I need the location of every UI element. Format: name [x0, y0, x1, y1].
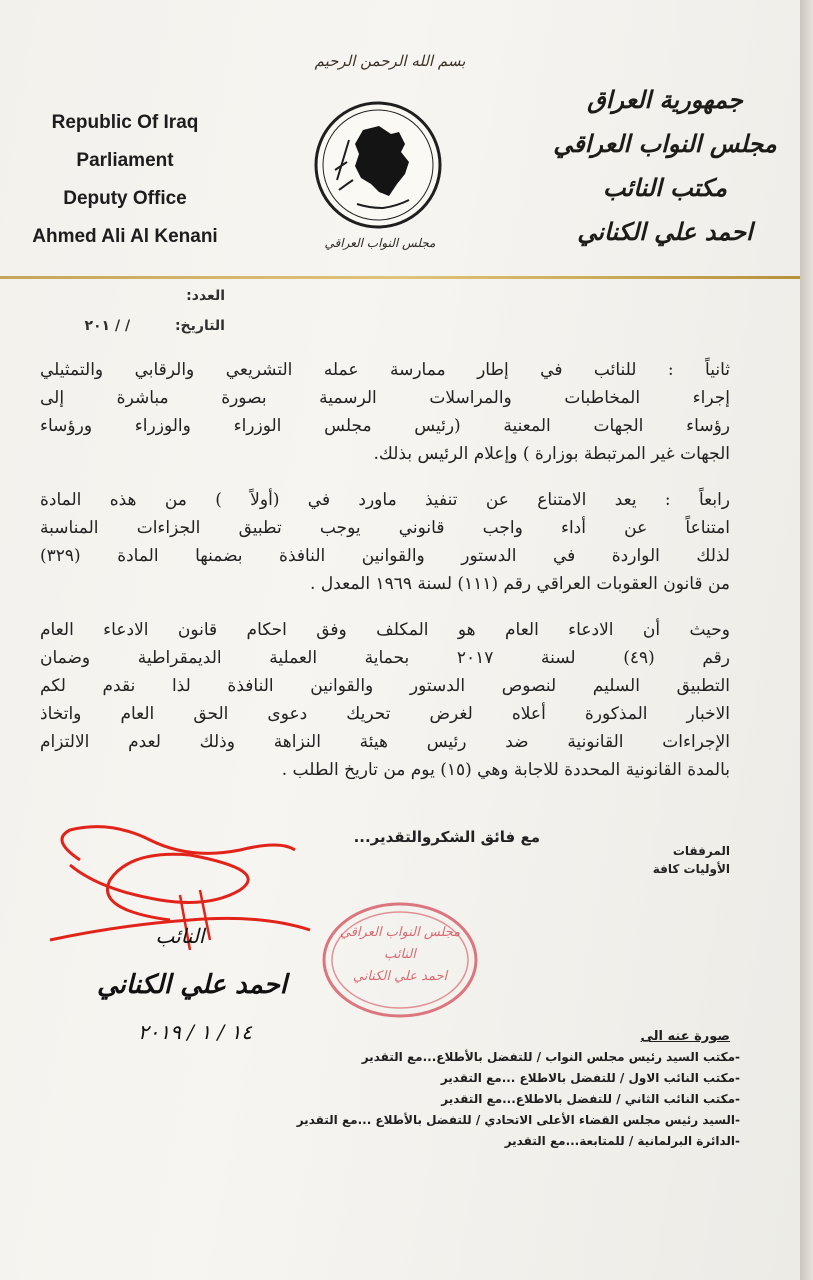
- date-value: / / ٢٠١: [84, 318, 131, 334]
- copy-to-item: -مكتب النائب الاول / للتفضل بالاطلاع ...مع التقدير: [440, 1071, 740, 1085]
- paragraph-request: [40, 616, 730, 784]
- body-line: إجراء المخاطبات والمراسلات الرسمية بصورة مباشرة إلى: [40, 388, 730, 408]
- copy-to-list: [296, 1026, 740, 1152]
- letter-body: [40, 356, 730, 802]
- attachments-value: الأوليات كافة: [652, 862, 730, 876]
- header-institution: Parliament: [76, 150, 174, 171]
- body-line: الجهات غير المرتبطة بوزارة ) وإعلام الرئيس بذلك.: [373, 444, 730, 464]
- body-line: رؤساء الجهات المعنية (رئيس مجلس الوزراء والوزراء ورؤساء: [40, 416, 730, 436]
- paragraph-second: [40, 356, 730, 468]
- body-line: امتناعاً عن أداء واجب قانوني يوجب تطبيق الجزاءات المناسبة: [40, 518, 730, 538]
- copy-to-item: -مكتب السيد رئيس مجلس النواب / للتفضل بالأطلاع...مع التقدير: [361, 1050, 740, 1064]
- body-line: بالمدة القانونية المحددة للاجابة وهي (١٥) يوم من تاريخ الطلب .: [281, 760, 730, 780]
- emblem-caption: مجلس النواب العراقي: [324, 236, 436, 250]
- attachments-title: المرفقات: [672, 844, 730, 858]
- body-line: لذلك الواردة في الدستور والقوانين النافذة بضمنها المادة (٣٢٩): [40, 546, 730, 566]
- basmala: بسم الله الرحمن الرحيم: [314, 52, 466, 70]
- header-gold-rule: [0, 276, 800, 279]
- header-institution-ar: مجلس النواب العراقي: [553, 129, 777, 158]
- attachments: [600, 842, 730, 878]
- signatory-name: احمد علي الكناني: [96, 970, 288, 1000]
- copy-to-title: صورة عنه الى: [640, 1029, 730, 1044]
- parliament-emblem-icon: [313, 100, 443, 230]
- closing-phrase: مع فائق الشكروالتقدير...: [353, 828, 540, 846]
- copy-to-item: -السيد رئيس مجلس القضاء الأعلى الاتحادي / للتفضل بالأطلاع ...مع التقدير: [296, 1113, 740, 1127]
- body-line: من قانون العقوبات العراقي رقم (١١١) لسنة ١٩٦٩ المعدل .: [310, 574, 730, 594]
- header-country: Republic Of Iraq: [51, 112, 199, 133]
- copy-to-item: -مكتب النائب الثاني / للتفضل بالاطلاع...مع التقدير: [441, 1092, 740, 1106]
- body-line: ثانياً : للنائب في إطار ممارسة عمله التشريعي والرقابي والتمثيلي: [40, 360, 730, 380]
- body-line: رابعاً : يعد الامتناع عن تنفيذ ماورد في (أولاً ) من هذه المادة: [40, 490, 730, 510]
- paragraph-fourth: [40, 486, 730, 598]
- signature-date: ١٤ / ١ / ٢٠١٩: [137, 1020, 253, 1044]
- reference-number: [186, 288, 225, 304]
- copy-to-item: -الدائرة البرلمانية / للمتابعة...مع التقدير: [504, 1134, 740, 1148]
- english-header: [10, 104, 240, 256]
- stamp-line: مجلس النواب العراقي: [339, 925, 461, 940]
- body-line: التطبيق السليم لنصوص الدستور والقوانين النافذة لذا نقدم لكم: [40, 676, 730, 696]
- signatory-role: النائب: [155, 924, 205, 948]
- letter-date: [84, 318, 225, 334]
- body-line: الإجراءات القانونية ضد رئيس هيئة النزاهة وذلك لعدم الالتزام: [40, 732, 730, 752]
- arabic-header: [540, 78, 790, 254]
- header-deputy-name: Ahmed Ali Al Kenani: [32, 226, 218, 247]
- body-line: الاخبار المذكورة أعلاه لغرض تحريك دعوى الحق العام واتخاذ: [40, 704, 730, 724]
- stamp-line: احمد علي الكناني: [352, 969, 448, 984]
- stamp-line: النائب: [384, 947, 416, 962]
- body-line: رقم (٤٩) لسنة ٢٠١٧ بحماية العملية الديمقراطية وضمان: [40, 648, 730, 668]
- number-label: العدد:: [186, 288, 225, 304]
- date-label: التاريخ:: [174, 318, 225, 334]
- header-office: Deputy Office: [63, 188, 187, 209]
- header-country-ar: جمهورية العراق: [587, 85, 743, 114]
- header-deputy-name-ar: احمد علي الكناني: [577, 217, 753, 246]
- stamp-text: [330, 922, 470, 988]
- header-office-ar: مكتب النائب: [602, 173, 728, 202]
- body-line: وحيث أن الادعاء العام هو المكلف وفق احكام قانون الادعاء العام: [40, 620, 730, 640]
- paper-edge: [800, 0, 813, 1280]
